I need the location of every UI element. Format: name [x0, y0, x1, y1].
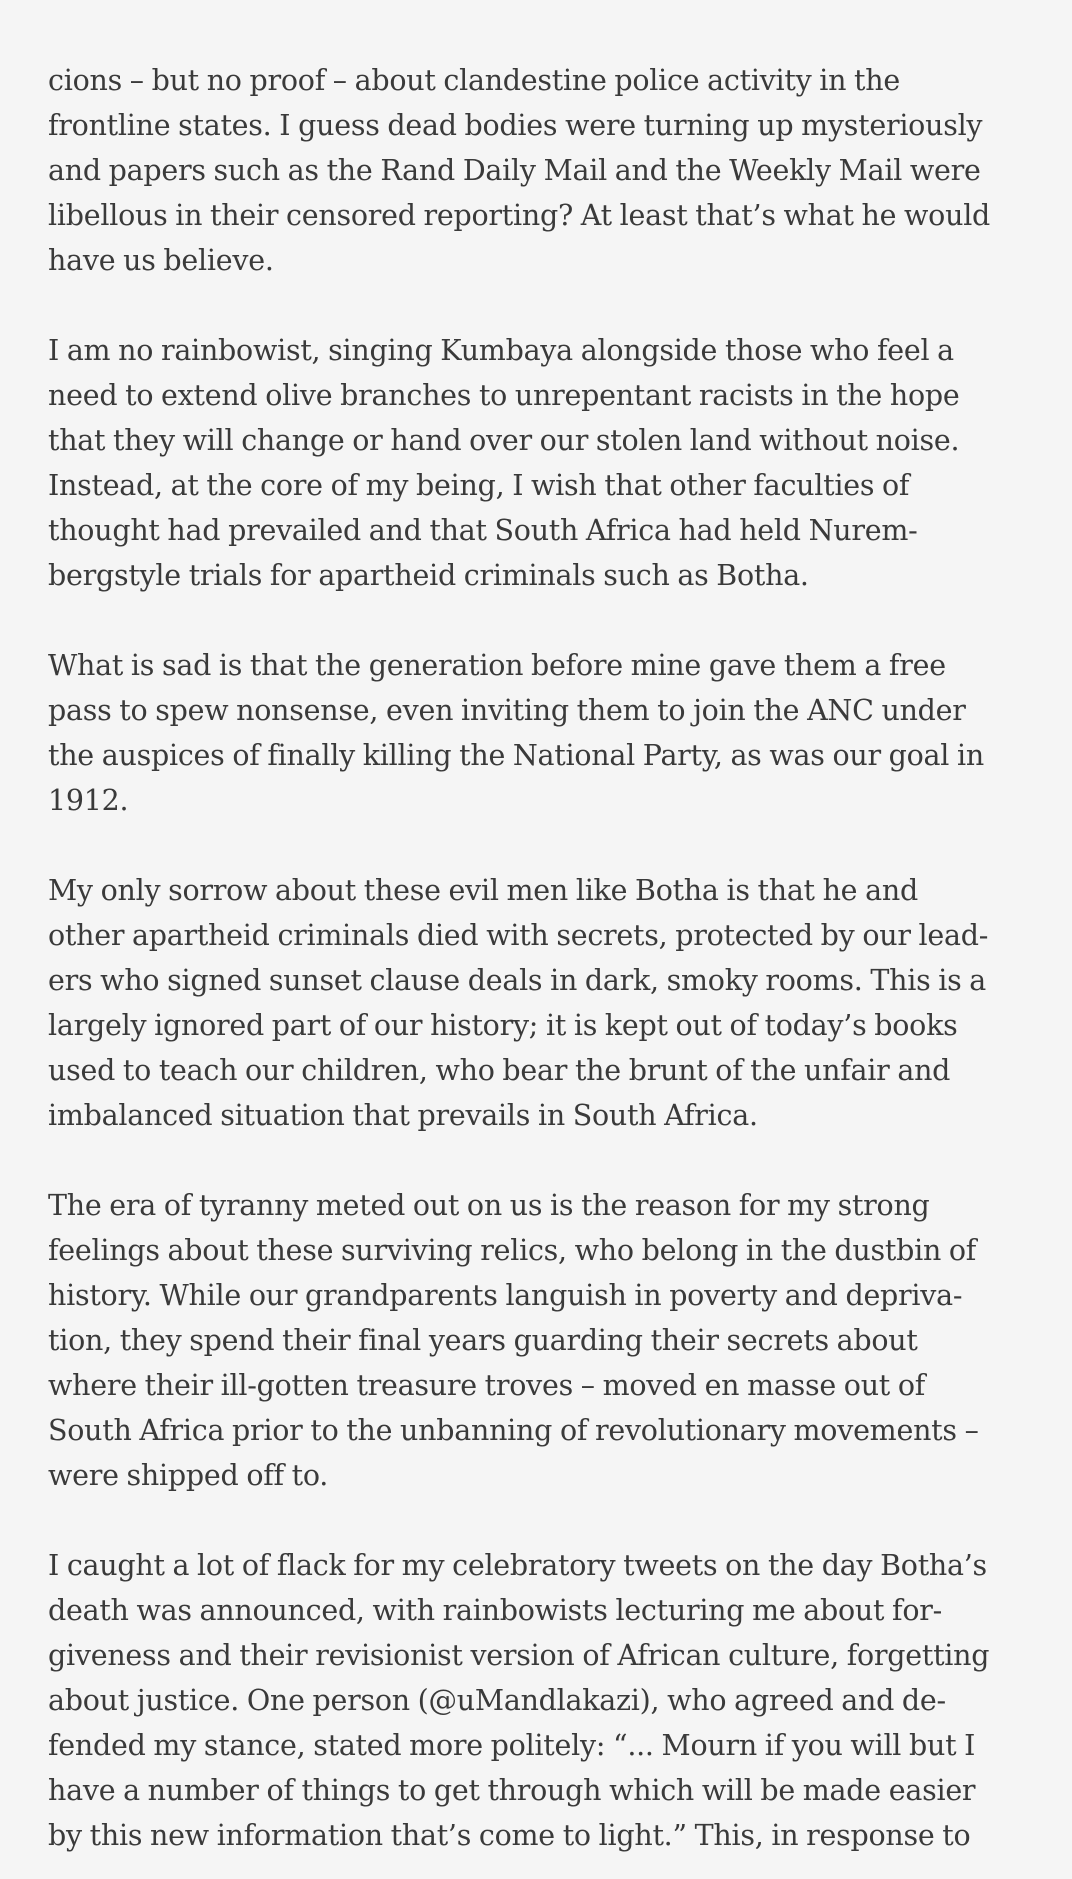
text-line: libellous in their censored reporting? At least that’s what he would — [48, 199, 991, 232]
paragraph-2 — [48, 328, 1042, 598]
text-line: pass to spew nonsense, even inviting them to join the ANC under — [48, 694, 966, 727]
text-line: South Africa prior to the unbanning of revolutionary movements – — [48, 1414, 979, 1447]
paragraph-3 — [48, 643, 1042, 823]
text-line: about justice. One person (@uMandlakazi), who agreed and de- — [48, 1684, 946, 1717]
text-line: death was announced, with rainbowists lecturing me about for- — [48, 1594, 943, 1627]
paragraph-1 — [48, 58, 1042, 283]
text-line: giveness and their revisionist version of African culture, forgetting — [48, 1639, 990, 1672]
text-line: What is sad is that the generation before mine gave them a free — [48, 649, 946, 682]
text-line: history. While our grandparents languish in poverty and depriva- — [48, 1279, 963, 1312]
paragraph-5 — [48, 1183, 1042, 1498]
text-line: need to extend olive branches to unrepentant racists in the hope — [48, 379, 960, 412]
paragraph-4 — [48, 868, 1042, 1138]
paragraph-6 — [48, 1543, 1042, 1858]
text-line: The era of tyranny meted out on us is the reason for my strong — [48, 1189, 930, 1222]
text-line: largely ignored part of our history; it is kept out of today’s books — [48, 1009, 958, 1042]
text-line: where their ill-gotten treasure troves – moved en masse out of — [48, 1369, 926, 1402]
text-line: feelings about these surviving relics, who belong in the dustbin of — [48, 1234, 977, 1267]
text-line: frontline states. I guess dead bodies were turning up mysteriously — [48, 109, 983, 142]
text-line: I caught a lot of flack for my celebratory tweets on the day Botha’s — [48, 1549, 987, 1582]
text-line: and papers such as the Rand Daily Mail and the Weekly Mail were — [48, 154, 981, 187]
text-line: have us believe. — [48, 244, 274, 277]
text-line: other apartheid criminals died with secrets, protected by our lead- — [48, 919, 989, 952]
text-line: imbalanced situation that prevails in South Africa. — [48, 1099, 758, 1132]
text-line: cions – but no proof – about clandestine police activity in the — [48, 64, 900, 97]
text-line: used to teach our children, who bear the brunt of the unfair and — [48, 1054, 951, 1087]
text-line: Instead, at the core of my being, I wish that other faculties of — [48, 469, 910, 502]
text-line: ers who signed sunset clause deals in dark, smoky rooms. This is a — [48, 964, 987, 997]
text-line: have a number of things to get through which will be made easier — [48, 1774, 976, 1807]
text-line: My only sorrow about these evil men like Botha is that he and — [48, 874, 918, 907]
text-line: tion, they spend their final years guarding their secrets about — [48, 1324, 918, 1357]
text-line: fended my stance, stated more politely: “... Mourn if you will but I — [48, 1729, 976, 1762]
text-line: were shipped off to. — [48, 1459, 329, 1492]
text-line: the auspices of finally killing the National Party, as was our goal in — [48, 739, 984, 772]
text-line: thought had prevailed and that South Africa had held Nurem- — [48, 514, 918, 547]
text-line: bergstyle trials for apartheid criminals such as Botha. — [48, 559, 809, 592]
text-line: by this new information that’s come to light.” This, in response to — [48, 1819, 971, 1852]
text-line: 1912. — [48, 784, 129, 817]
text-line: that they will change or hand over our stolen land without noise. — [48, 424, 960, 457]
text-line: I am no rainbowist, singing Kumbaya alongside those who feel a — [48, 334, 954, 367]
